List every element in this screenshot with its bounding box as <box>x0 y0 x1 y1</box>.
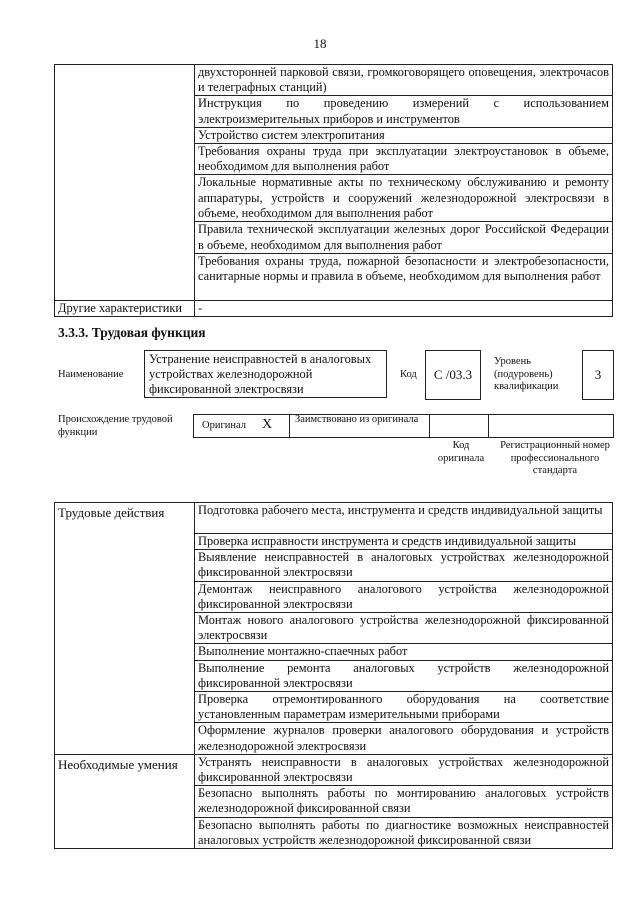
labor-action-item: Подготовка рабочего места, инструмента и средств индивидуальной защиты <box>195 503 613 534</box>
labor-action-item: Демонтаж неисправного аналогового устройства железнодорожной фиксированной электросвязи <box>195 581 613 612</box>
qualification-level-box: 3 <box>582 350 614 400</box>
skill-item: Безопасно выполнять работы по монтированию аналоговых устройств железнодорожной фиксированной связи <box>195 786 613 817</box>
labor-action-item: Выполнение монтажно-спаечных работ <box>195 644 613 660</box>
function-code-box: С /03.3 <box>425 350 481 400</box>
level-label: Уровень (подуровень) квалификации <box>494 356 559 392</box>
original-code-caption: Код оригинала <box>437 440 485 464</box>
labor-action-item: Проверка исправности инструмента и средств индивидуальной защиты <box>195 534 613 550</box>
labor-action-item: Проверка отремонтированного оборудования на соответствие установленным параметрам измерительными приборами <box>195 692 613 723</box>
knowledge-label-cell <box>55 65 195 301</box>
knowledge-item: Локальные нормативные акты по техническому обслуживанию и ремонту аппаратуры, устройств и сооружений железнодорожной электросвязи в объеме, необходимом для выполнения работ <box>195 175 613 222</box>
section-title: 3.3.3. Трудовая функция <box>58 325 206 340</box>
labor-action-item: Монтаж нового аналогового устройства железнодорожной фиксированной электросвязи <box>195 613 613 644</box>
knowledge-item: двухсторонней парковой связи, громкоговорящего оповещения, электрочасов и телеграфных станций) <box>195 65 613 96</box>
original-mark: X <box>262 417 273 432</box>
knowledge-item: Требования охраны труда, пожарной безопасности и электробезопасности, санитарные нормы и правила в объеме, необходимом для выполнения работ <box>195 253 613 300</box>
skill-item: Устранять неисправности в аналоговых устройствах железнодорожной фиксированной электросвязи <box>195 754 613 785</box>
origin-box <box>193 414 614 438</box>
knowledge-item: Устройство систем электропитания <box>195 127 613 143</box>
other-characteristics-value: - <box>195 300 613 316</box>
function-name-box: Устранение неисправностей в аналоговых устройствах железнодорожной фиксированной электросвязи <box>144 350 387 398</box>
origin-divider <box>488 415 489 437</box>
original-label: Оригинал <box>202 420 246 431</box>
code-label: Код <box>400 369 417 380</box>
knowledge-item: Требования охраны труда при эксплуатации электроустановок в объеме, необходимом для выполнения работ <box>195 144 613 175</box>
labor-action-item: Оформление журналов проверки аналогового оборудования и устройств железнодорожной электросвязи <box>195 723 613 754</box>
page-number: 18 <box>313 36 327 51</box>
actions-table <box>54 502 613 849</box>
other-characteristics-label: Другие характеристики <box>55 300 195 316</box>
knowledge-item: Инструкция по проведению измерений с использованием электроизмерительных приборов и инструментов <box>195 96 613 127</box>
borrowed-label: Заимствовано из оригинала <box>295 414 419 425</box>
skill-item: Безопасно выполнять работы по диагностике возможных неисправностей аналоговых устройств железнодорожной фиксированной связи <box>195 817 613 848</box>
skills-label: Необходимые умения <box>55 754 195 848</box>
origin-divider <box>289 415 290 437</box>
registration-number-caption: Регистрационный номер профессионального стандарта <box>500 440 610 476</box>
name-label: Наименование <box>58 369 124 380</box>
labor-action-item: Выявление неисправностей в аналоговых устройствах железнодорожной фиксированной электросвязи <box>195 550 613 581</box>
labor-action-item: Выполнение ремонта аналоговых устройств железнодорожной фиксированной электросвязи <box>195 660 613 691</box>
knowledge-table <box>54 64 613 317</box>
origin-label: Происхождение трудовой функции <box>58 414 173 438</box>
knowledge-item: Правила технической эксплуатации железных дорог Российской Федерации в объеме, необходимом для выполнения работ <box>195 222 613 253</box>
origin-divider <box>429 415 430 437</box>
labor-actions-label: Трудовые действия <box>55 503 195 755</box>
